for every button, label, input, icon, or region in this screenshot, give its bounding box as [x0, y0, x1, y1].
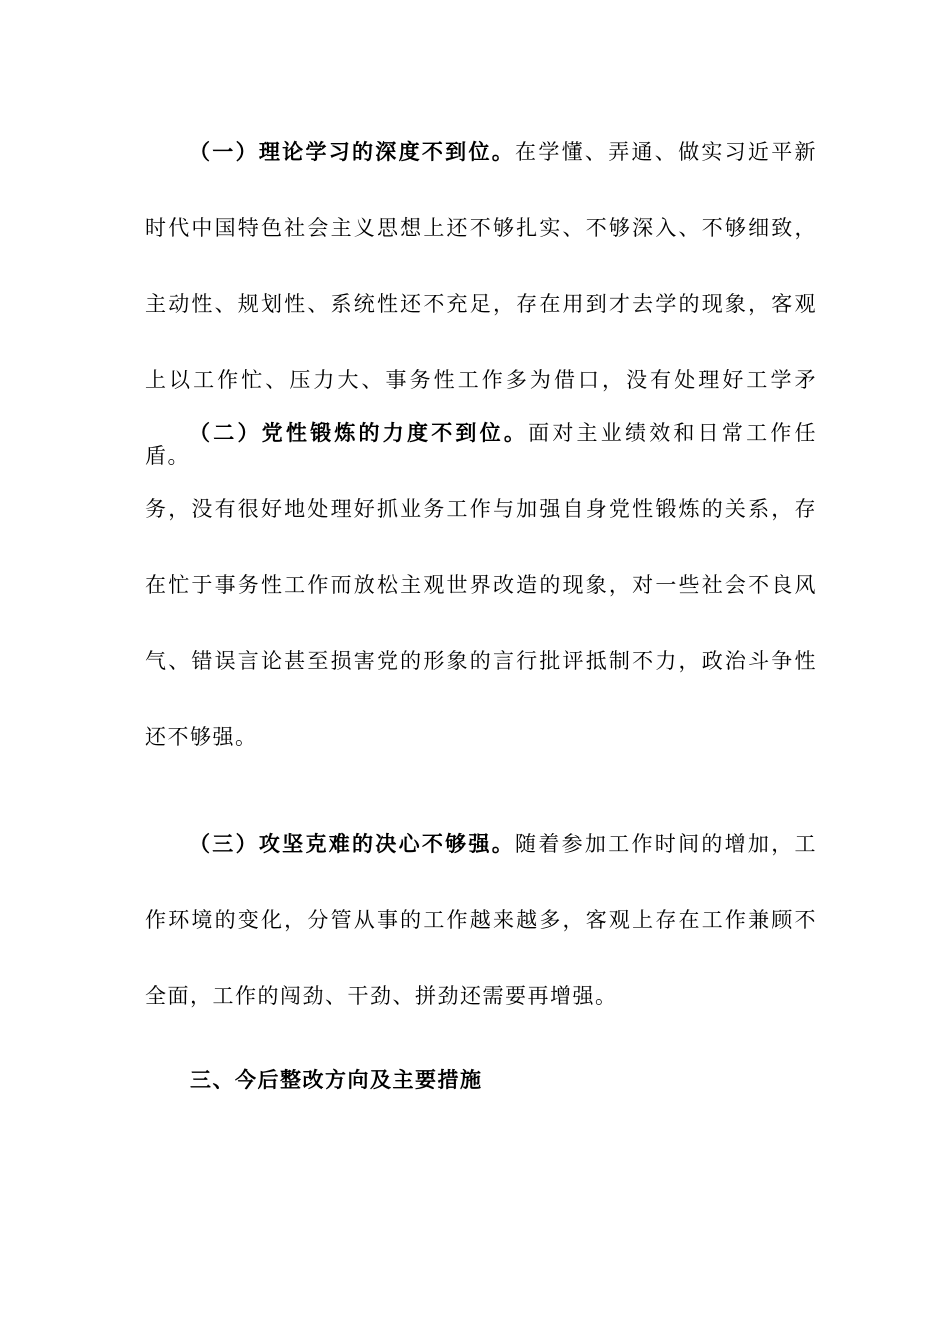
paragraph-body: 在学懂、弄通、做实习近平新时代中国特色社会主义思想上还不够扎实、不够深入、不够细致，主动性、规划性、系统性还不充足，存在用到才去学的现象，客观上以工作忙、压力大、事务性工作多为借口，没有处理好工学矛盾。	[145, 140, 818, 468]
paragraph-body: 面对主业绩效和日常工作任务，没有很好地处理好抓业务工作与加强自身党性锻炼的关系，存在忙于事务性工作而放松主观世界改造的现象，对一些社会不良风气、错误言论甚至损害党的形象的言行批评抵制不力，政治斗争性还不够强。	[145, 421, 818, 749]
paragraph-tackling-difficulties	[145, 806, 817, 1034]
paragraph-lead: （一）理论学习的深度不到位。	[189, 139, 516, 164]
paragraph-lead: （二）党性锻炼的力度不到位。	[189, 420, 529, 445]
paragraph-party-spirit	[145, 395, 817, 775]
paragraph-body: 随着参加工作时间的增加，工作环境的变化，分管从事的工作越来越多，客观上存在工作兼顾不全面，工作的闯劲、干劲、拼劲还需要再增强。	[145, 832, 818, 1008]
paragraph-lead: （三）攻坚克难的决心不够强。	[189, 831, 516, 856]
section-heading: 三、今后整改方向及主要措施	[190, 1067, 483, 1092]
